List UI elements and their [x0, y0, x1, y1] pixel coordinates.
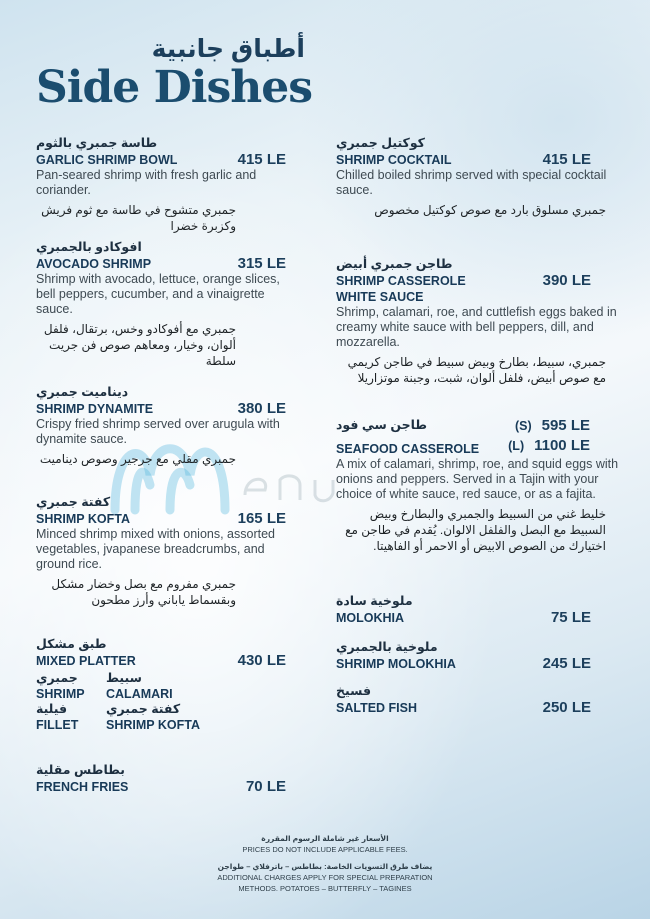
item-header: [336, 655, 591, 672]
item-price: 165 LE: [237, 510, 286, 527]
item-name-arabic: فسيخ: [336, 684, 372, 698]
item-price: 1100 LE: [534, 437, 590, 454]
item-name: GARLIC SHRIMP BOWL: [36, 153, 178, 167]
item-name-arabic: ديناميت جمبري: [36, 385, 129, 399]
item-description: Shrimp with avocado, lettuce, orange slices, bell peppers, cucumber, and a vinaigrette sauce.: [36, 272, 280, 316]
platter-component: [106, 671, 246, 702]
item-price: 245 LE: [542, 655, 591, 672]
platter-component: [106, 702, 246, 733]
item-description-arabic: جمبري مفروم مع بصل وخضار مشكل وبقسماط ياباني وأرز مطحون: [51, 577, 236, 607]
item-price: 415 LE: [237, 151, 286, 168]
item-header: [336, 151, 591, 168]
item-description: A mix of calamari, shrimp, roe, and squid eggs with onions and peppers. Served in a Tajin with your choice of white sauce, red sauce, or as a fajita.: [336, 457, 619, 501]
item-description-arabic: جمبري مسلوق بارد مع صوص كوكتيل مخصوص: [374, 203, 606, 217]
item-description-arabic: جمبري متشوح في طاسة مع ثوم فريش وكزبرة خضرا: [41, 203, 236, 233]
charges-note: ADDITIONAL CHARGES APPLY FOR SPECIAL PREPARATION METHODS. POTATOES – BUTTERFLY – TAGINES: [217, 873, 433, 893]
item-name-arabic: كفتة جمبري: [36, 495, 111, 509]
item-header: [36, 652, 286, 669]
item-name-arabic: افوكادو بالجمبري: [36, 240, 142, 254]
item-name-arabic: طاجن جمبري أبيض: [336, 257, 453, 271]
size-label: (S): [514, 419, 532, 433]
charges-note-arabic: يضاف طرق التسويات الخاصة: بطاطس – باترفلاي – طواجن: [217, 862, 433, 871]
item-price: 595 LE: [541, 417, 590, 434]
item-name-arabic: بطاطس مقلية: [36, 763, 126, 777]
menu-item: [336, 418, 636, 554]
item-name: MIXED PLATTER: [36, 654, 136, 668]
item-price: 250 LE: [542, 699, 591, 716]
component-name-arabic: فيلية: [36, 702, 68, 716]
item-name-arabic: طبق مشكل: [36, 637, 107, 651]
component-name-arabic: سبيط: [106, 671, 142, 685]
item-name-arabic: طاجن سي فود: [336, 418, 428, 432]
item-description: Chilled boiled shrimp served with special cocktail sauce.: [336, 168, 607, 197]
component-name: FILLET: [36, 718, 79, 732]
item-description: Pan-seared shrimp with fresh garlic and coriander.: [36, 168, 257, 197]
footer-notes: [0, 833, 650, 894]
item-name: SHRIMP COCKTAIL: [336, 153, 452, 167]
item-description-arabic: خليط غني من السبيط والجمبري والبطارخ وبيض السبيط مع البصل والفلفل الالوان. يُقدم في طاجن مع اختيارك من الصوص الابيض أو الاحمر أو الفاهيتا.: [345, 507, 606, 553]
item-name: SEAFOOD CASSEROLE: [336, 442, 480, 456]
item-header: [36, 400, 286, 417]
item-header: [36, 510, 286, 527]
menu-item: [36, 637, 286, 733]
menu-item: [336, 640, 636, 672]
component-name: CALAMARI: [106, 687, 173, 701]
item-name: FRENCH FRIES: [36, 780, 129, 794]
item-name-arabic: ملوخية سادة: [336, 594, 413, 608]
fees-note: PRICES DO NOT INCLUDE APPLICABLE FEES.: [242, 845, 408, 854]
item-description-arabic: جمبري مقلي مع جرجير وصوص ديناميت: [39, 452, 236, 466]
item-description: Crispy fried shrimp served over arugula with dynamite sauce.: [36, 417, 280, 446]
item-name: MOLOKHIA: [336, 611, 405, 625]
item-price: 415 LE: [542, 151, 591, 168]
size-price-row: [508, 416, 590, 436]
item-header: [336, 699, 591, 716]
item-name: SHRIMP KOFTA: [36, 512, 130, 526]
menu-item: [36, 385, 286, 467]
item-header: [36, 255, 286, 272]
component-name-arabic: جمبري: [36, 671, 78, 685]
item-header: [336, 609, 591, 626]
item-header: [36, 778, 286, 795]
menu-item: [36, 240, 286, 369]
platter-component: [36, 671, 106, 702]
menu-item: [336, 257, 636, 386]
item-name: SHRIMP DYNAMITE: [36, 402, 154, 416]
item-description: Shrimp, calamari, roe, and cuttlefish eggs baked in creamy white sauce with bell peppers, dill, and mozzarella.: [336, 305, 617, 349]
item-description-arabic: جمبري مع أفوكادو وخس، برتقال، فلفل ألوان، وخيار، ومعاهم صوص فن جريت سلطة: [43, 322, 236, 368]
menu-item: [36, 763, 286, 795]
page-title: Side Dishes: [36, 62, 312, 113]
item-price: 380 LE: [237, 400, 286, 417]
item-header: [36, 151, 286, 168]
component-name: SHRIMP KOFTA: [106, 718, 200, 732]
size-price-row: [508, 436, 590, 456]
menu-item: [336, 594, 636, 626]
platter-components: [36, 671, 286, 733]
menu-item: [336, 684, 636, 716]
menu-item: [336, 136, 636, 218]
item-price: 430 LE: [237, 652, 286, 669]
item-name: SALTED FISH: [336, 701, 418, 715]
platter-component: [36, 702, 106, 733]
item-price: 390 LE: [542, 272, 591, 289]
menu-item: [36, 136, 286, 234]
item-name: SHRIMP CASSEROLE WHITE SAUCE: [336, 274, 466, 304]
fees-note-arabic: الأسعار غير شاملة الرسوم المقررة: [261, 834, 389, 843]
item-price: 75 LE: [550, 609, 591, 626]
item-name-arabic: كوكتيل جمبري: [336, 136, 425, 150]
component-name: SHRIMP: [36, 687, 85, 701]
menu-item: [36, 495, 286, 608]
page-title-arabic: أطباق جانبية: [151, 35, 305, 63]
item-name: AVOCADO SHRIMP: [36, 257, 152, 271]
component-name-arabic: كفتة جمبري: [106, 702, 181, 716]
item-price: 315 LE: [237, 255, 286, 272]
size-prices: [508, 416, 590, 456]
item-name: SHRIMP MOLOKHIA: [336, 657, 456, 671]
item-description: Minced shrimp mixed with onions, assorted vegetables, jvapanese breadcrumbs, and ground rice.: [36, 527, 275, 571]
item-description-arabic: جمبري، سبيط، بطارخ وبيض سبيط في طاجن كريمي مع صوص أبيض، فلفل ألوان، شبت، وجبنة موتزاريلا: [347, 355, 606, 385]
size-label: (L): [508, 439, 525, 453]
item-name-arabic: طاسة جمبري بالثوم: [36, 136, 158, 150]
item-name-arabic: ملوخية بالجمبري: [336, 640, 438, 654]
item-price: 70 LE: [245, 778, 286, 795]
item-header: [336, 272, 591, 305]
